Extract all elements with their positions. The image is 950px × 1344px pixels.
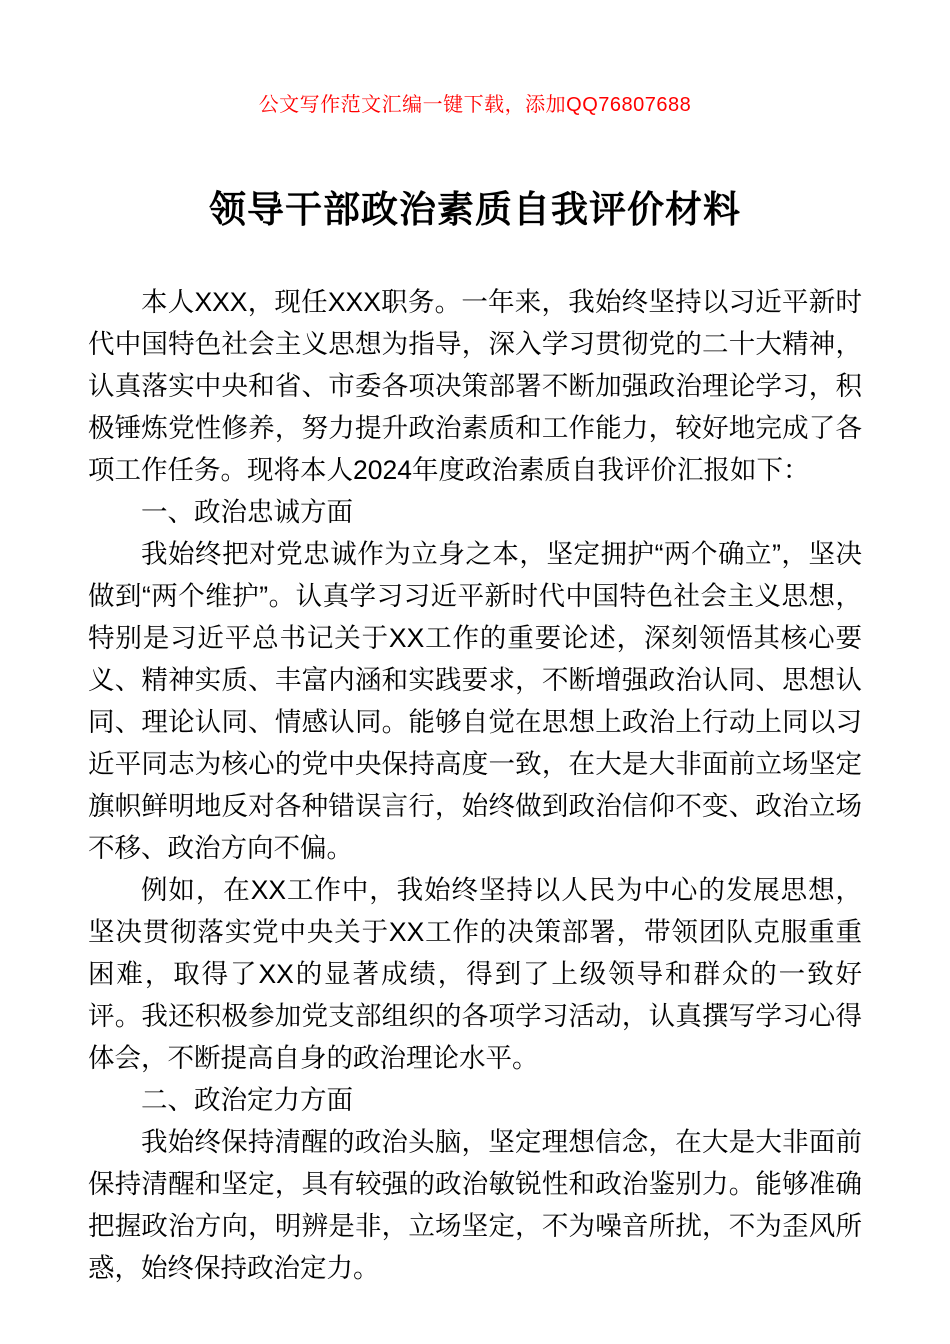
section-heading-political-loyalty: 一、政治忠诚方面: [141, 497, 353, 527]
watermark-advertisement-text: 公文写作范文汇编一键下载，添加QQ76807688: [258, 94, 692, 116]
paragraph: 本人XXX，现任XXX职务。一年来，我始终坚持以习近平新时代中国特色社会主义思想为指导，深入学习贯彻党的二十大精神，认真落实中央和省、市委各项决策部署不断加强政治理论学习，积极锤炼党性修养，努力提升政治素质和工作能力，较好地完成了各项工作任务。现将本人2024年度政治素质自我评价汇报如下：: [88, 287, 862, 485]
document-body: [88, 281, 862, 1289]
paragraph: 例如，在XX工作中，我始终坚持以人民为中心的发展思想，坚决贯彻落实党中央关于XX工作的决策部署，带领团队克服重重困难，取得了XX的显著成绩，得到了上级领导和群众的一致好评。我还积极参加党支部组织的各项学习活动，认真撰写学习心得体会，不断提高自身的政治理论水平。: [88, 875, 862, 1073]
page-title: 领导干部政治素质自我评价材料: [209, 189, 741, 230]
paragraph: 我始终保持清醒的政治头脑，坚定理想信念，在大是大非面前保持清醒和坚定，具有较强的政治敏锐性和政治鉴别力。能够准确把握政治方向，明辨是非，立场坚定，不为噪音所扰，不为歪风所惑，始终保持政治定力。: [88, 1127, 862, 1283]
paragraph: 我始终把对党忠诚作为立身之本，坚定拥护“两个确立”，坚决做到“两个维护”。认真学习习近平新时代中国特色社会主义思想，特别是习近平总书记关于XX工作的重要论述，深刻领悟其核心要义、精神实质、丰富内涵和实践要求，不断增强政治认同、思想认同、理论认同、情感认同。能够自觉在思想上政治上行动上同以习近平同志为核心的党中央保持高度一致，在大是大非面前立场坚定旗帜鲜明地反对各种错误言行，始终做到政治信仰不变、政治立场不移、政治方向不偏。: [88, 539, 862, 863]
section-heading-political-resolve: 二、政治定力方面: [141, 1085, 353, 1115]
